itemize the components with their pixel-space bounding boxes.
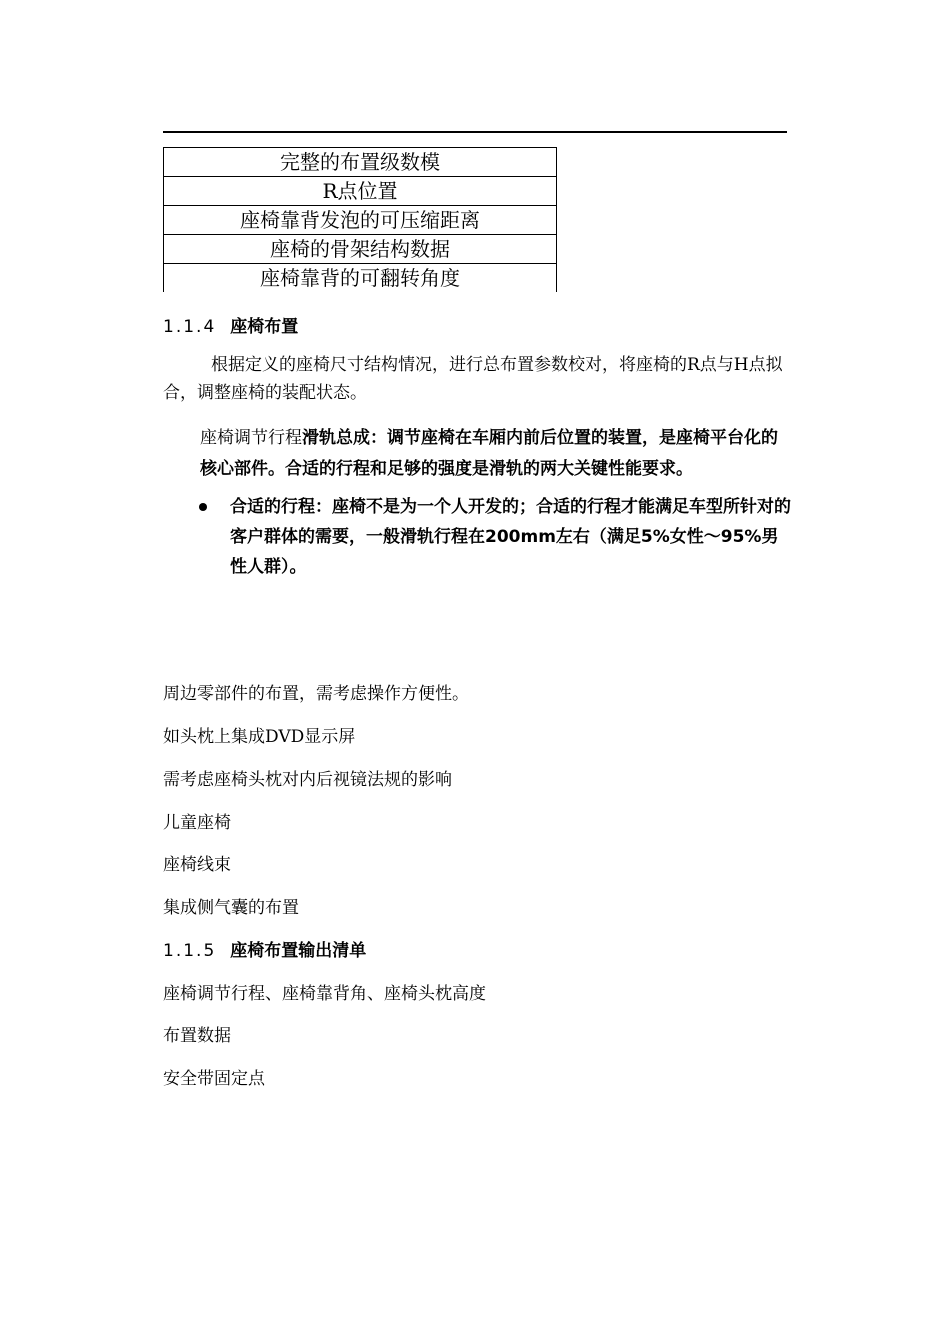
- text-line: 布置数据: [163, 1026, 231, 1046]
- text-line: 座椅调节行程、座椅靠背角、座椅头枕高度: [163, 984, 486, 1004]
- table-cell: R点位置: [164, 177, 557, 206]
- table-row: [164, 206, 557, 235]
- section-title: 座椅布置: [230, 317, 299, 337]
- bullet-item-travel: 合适的行程：座椅不是为一个人开发的；合适的行程才能满足车型所针对的客户群体的需要，一般滑轨行程在200mm左右（满足5%女性～95%男性人群）。: [230, 497, 791, 577]
- text-line: 座椅线束: [163, 855, 231, 875]
- text-line: 需考虑座椅头枕对内后视镜法规的影响: [163, 770, 452, 790]
- section-heading-seat-layout: [163, 312, 298, 337]
- text-line: 如头枕上集成DVD显示屏: [163, 727, 356, 747]
- text-line: 周边零部件的布置，需考虑操作方便性。: [163, 684, 469, 704]
- text-line: 儿童座椅: [163, 813, 231, 833]
- paragraph-bold-text: 滑轨总成：调节座椅在车厢内前后位置的装置，是座椅平台化的核心部件。合适的行程和足够的强度是滑轨的两大关键性能要求。: [200, 428, 778, 479]
- table-cell: 完整的布置级数模: [164, 148, 557, 177]
- paragraph-slide-rail: [200, 423, 790, 485]
- table-cell: 座椅靠背发泡的可压缩距离: [164, 206, 557, 235]
- section-title: 座椅布置输出清单: [230, 941, 367, 961]
- seat-data-table: [163, 147, 557, 292]
- section-number: 1.1.5: [163, 941, 217, 961]
- table-cell: 座椅的骨架结构数据: [164, 235, 557, 264]
- table-row: [164, 148, 557, 177]
- header-rule: [163, 131, 787, 133]
- bullet-icon: [199, 503, 207, 511]
- text-line: 安全带固定点: [163, 1069, 265, 1089]
- section-heading-output-list: [163, 936, 366, 961]
- table-row: [164, 235, 557, 264]
- text-line: 集成侧气囊的布置: [163, 898, 299, 918]
- table-cell: 座椅靠背的可翻转角度: [164, 264, 557, 293]
- table-row: [164, 177, 557, 206]
- table-row: [164, 264, 557, 293]
- section-number: 1.1.4: [163, 317, 217, 337]
- paragraph-lead: 座椅调节行程: [200, 428, 302, 448]
- paragraph-calibration: 根据定义的座椅尺寸结构情况，进行总布置参数校对，将座椅的R点与H点拟合，调整座椅的装配状态。: [163, 355, 783, 403]
